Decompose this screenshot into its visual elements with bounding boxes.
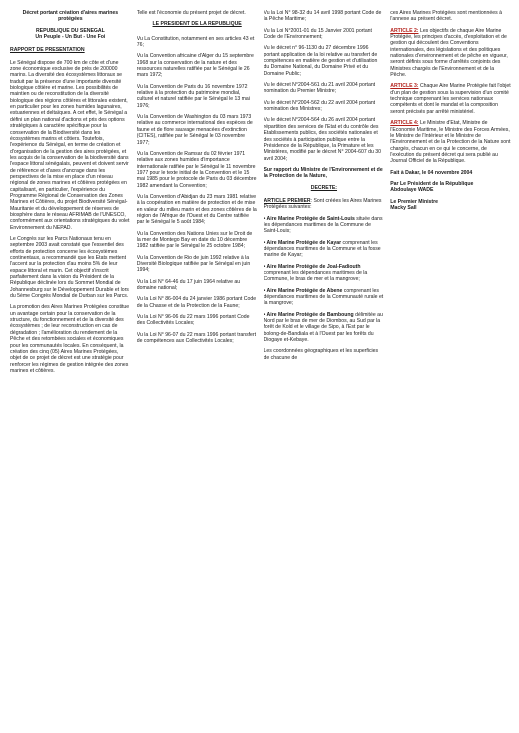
ministry-report-line: Sur rapport du Ministre de l'Environnement et de la Protection de la Nature,	[263, 166, 383, 180]
amp-item	[264, 216, 385, 235]
visa-item: Vu la Loi N° 96-06 du 22 mars 1996 portant Code des Collectivités Locales;	[136, 314, 250, 327]
visa-item: Vu la Convention de Rio de juin 1992 relative à la Diversité Biologique ratifiée par le Sénégal en juin 1994;	[136, 254, 251, 274]
article-1-label: ARTICLE PREMIER	[263, 197, 311, 204]
amp-name: Aire Marine Protégée de Abene	[266, 287, 343, 294]
signature-date: Fait à Dakar, le 04 novembre 2004	[390, 169, 473, 176]
article-2-label: ARTICLE 2:	[390, 27, 419, 34]
amp-text: délimitée au Nord par le bras de mer de Diombos, au Sud par la forêt de Kold et le village de Sipo, à l'Est par le bolong-de-Bandiala et à l'Ouest par les forêts du Diogaye et-Kebaye.	[263, 311, 383, 344]
column-3	[264, 10, 385, 733]
report-heading: RAPPORT DE PRESENTATION	[10, 47, 85, 54]
amp-item	[264, 312, 385, 344]
visa-item: Vu la Convention des Nations Unies sur le Droit de la mer de Montego Bay en date du 10 décembre 1982 ratifiée par le Sénégal le 25 octobre 1984;	[136, 230, 253, 250]
amp-text: comprenant les dépendances maritimes de la Commune, le bras de mer et la mangrove;	[263, 270, 368, 283]
visa-item: Vu la Loi N° 98-32 du 14 avril 1998 portant Code de la Pêche Maritime;	[263, 10, 382, 23]
president-heading: LE PRESIDENT DE LA REPUBLIQUE	[152, 21, 242, 28]
article-4-label: ARTICLE 4:	[390, 120, 419, 127]
visa-item: Vu la Convention de Paris du 16 novembre 1972 relative à la protection du patrimoine mondial, culturel et naturel ratifiée par le Sénégal le 13 mai 1976;	[136, 83, 250, 109]
report-paragraph: Le Sénégal dispose de 700 km de côte et d'une zone économique exclusive de près de 200000 marins. La diversité des écosystèmes littoraux se traduit par la présence d'une importante diversité biologique côtière et marine. Les possibilités de maintien ou de reconstitution de la diversité biologique des régions côtières et littorales existent, en particulier pour les zones humides lagunaires, estuariennes et deltaïques. A cet effet, le Sénégal a défini un plan national d'actions et pris des options stratégiques à caractère spécifique pour la conservation de la Biodiversité dans les écosystèmes marins et côtiers. Toutefois, l'expérience du Sénégal, en terme de création et d'organisation de la gestion des aires protégées, et les acquis de la conservation de la biodiversité dans l'espace littoral sénégalais, peuvent et doivent servir de référence et d'axes d'ancrage dans les perspectives de la mise en place d'un réseau régional de zones marines et côtières protégées en capitalisant, en particulier, l'expérience du Programme Régional de Conservation des Zones Marines et Côtières, du projet Biodiversité Sénégal-Mauritanie et du développement de réserves de biosphère dans le réseau AFRIMAB de l'UNESCO, conformément aux orientations stratégiques du volet Environnement du NEPAD.	[10, 59, 130, 231]
republic-name: REPUBLIQUE DU SENEGAL	[35, 27, 105, 34]
bullet-icon: •	[263, 287, 267, 294]
president-name: Abdoulaye WADE	[390, 187, 434, 194]
visa-item: Vu la Loi N° 86-004 du 24 janvier 1986 portant Code de la Chasse et de la Protection de la Faune;	[136, 296, 257, 309]
article-1	[264, 198, 385, 211]
visa-item: Vu la Convention de Ramsar du 02 février 1971 relative aux zones humides d'importance internationale ratifiée par le Sénégal le 11 novembre 1977 pour le texte initial de la Convention et le 15 mai 1985 pour le protocole de Paris du 03 décembre 1982 amendant la Convention;	[136, 150, 257, 189]
report-paragraph: La promotion des Aires Marines Protégées constitue un avantage certain pour la conservation de la structure, du fonctionnement et de la diversité des écosystèmes ; de leur reconstruction en cas de dégradation ; l'amélioration du rendement de la Pêche et des retombées sociales et économiques pour les communautés locales. En conséquent, la création des cinq (05) Aires Marines Protégées, objet de ce projet de décret est une stratégie pour renforcer les régimes de gestion intégrée des zones marines et côtières.	[10, 304, 130, 374]
visa-item: Vu la Loi N°2001-01 du 15 Janvier 2001 portant Code de l'Environnement;	[263, 27, 372, 41]
visa-item: Vu le décret N°2004-562 du 22 avril 2004 portant nomination des Ministres;	[263, 99, 376, 113]
signature-by: Par Le Président de la République	[390, 180, 474, 187]
visa-item: Vu le décret n° 96-1130 du 27 décembre 1996 portant application de la loi relative au transfert de compétences en matière de gestion et d'utilisation du Domaine National, du Domaine Privé et du Domaine Public;	[263, 45, 378, 77]
bullet-icon: •	[263, 311, 267, 318]
article-2	[390, 28, 511, 79]
column-4	[390, 10, 511, 733]
visa-item: Vu la Convention africaine d'Alger du 15 septembre 1968 sur la conservation de la nature et des ressources naturelles ratifiée par le Sénégal le 26 mars 1972;	[136, 53, 254, 79]
article-2-text: Les objectifs de chaque Aire Marine Protégée, les principes d'accès, d'exploitation et de gestion qui découlent des Conventions internationales, des législations et des politiques nationales d'environnement et de pêche en vigueur, seront définis sous forme d'arrêtés conjoints des Ministres chargés de l'Environnement et de la Pêche.	[390, 27, 508, 79]
pm-name: Macky Sall	[390, 204, 417, 211]
amp-text: comprenant les dépendances maritimes de la Commune et la fosse marine de Kayar;	[263, 239, 381, 259]
coordinates-paragraph: Les coordonnées géographiques et les superficies de chacune de	[263, 348, 379, 361]
visa-item: Vu la Loi N° 64-46 du 17 juin 1964 relative au domaine national;	[136, 278, 241, 292]
article-4-text: Le Ministre d'Etat, Ministre de l'Economie Maritime, le Ministre des Forces Armées, le Ministre de l'Intérieur et le Ministre de l'Environnement et de la Protection de la Nature sont chargés, chacun en ce qui le concerne, de l'exécution du présent décret qui sera publié au Journal Officiel de la République.	[390, 120, 511, 165]
amp-item	[264, 240, 385, 259]
bullet-icon: •	[263, 215, 267, 222]
amp-name: Aire Marine Protégée de Joal-Fadiouth	[266, 263, 361, 270]
decree-title: Décret portant création d'aires marines protégées	[22, 10, 119, 23]
article-1-text: : Sont créées les Aires Marines Protégées suivantes:	[263, 197, 382, 211]
amp-item	[264, 264, 385, 283]
amp-text: comprenant les dépendances maritimes de la Communauté rurale et la mangrove;	[263, 287, 384, 307]
article-3-label: ARTICLE 3:	[390, 83, 419, 90]
visa-item: Vu le décret N°2004-564 du 26 avril 2004 portant répartition des services de l'Etat et du contrôle des Etablissements publics, des sociétés nationales et des sociétés à participation publique entre la Présidence de la République, la Primature et les Ministères, modifié par le décret N° 2004-607 du 30 avril 2004;	[263, 117, 381, 162]
column-1	[10, 10, 131, 733]
amp-name: Aire Marine Protégée de Kayar	[266, 239, 342, 246]
republic-motto: Un Peuple - Un But - Une Foi	[35, 34, 106, 41]
pm-title: Le Premier Ministre	[390, 198, 438, 205]
visa-item: Vu la Convention de Washington du 03 mars 1973 relative au commerce international des espèces de faune et de flore sauvage menacées d'extinction (CITES), ratifiée par le Sénégal le 03 novembre 1977;	[136, 114, 253, 146]
bullet-icon: •	[263, 263, 267, 270]
amp-name: Aire Marine Protégée de Bamboung	[266, 311, 354, 318]
intro-paragraph: Telle est l'économie du présent projet de décret.	[136, 10, 246, 16]
visa-item: Vu le décret N°2004-561 du 21 avril 2004 portant nomination du Premier Ministre;	[263, 82, 376, 95]
article-3	[390, 83, 511, 115]
visa-item: Vu la Loi N° 96-07 du 22 mars 1996 portant transfert de compétences aux Collectivités Locales;	[136, 331, 257, 345]
article-4	[390, 120, 511, 164]
annex-paragraph: ces Aires Marines Protégées sont mentionnées à l'annexe au présent décret.	[390, 10, 502, 23]
decrete-heading: DECRETE:	[310, 184, 338, 191]
column-2	[137, 10, 258, 733]
amp-name: Aire Marine Protégée de Saint-Louis	[266, 215, 355, 222]
report-paragraph: Le Congrès sur les Parcs Nationaux tenu en septembre 2003 avait constaté que l'essentiel des efforts de protection concerne les écosystèmes continentaux, a recommandé que les Etats mettent l'accent sur la protection d'au moins 5% de leur espace littoral et marin. Cet objectif s'inscrit parfaitement dans la vision du Président de la République déclinée lors du Sommet Mondial de Johannesburg sur le Développement Durable et lors du 5ème Congrès Mondial de Durban sur les Parcs.	[10, 236, 129, 300]
visa-item: Vu La Constitution, notamment en ses articles 43 et 76;	[136, 35, 255, 49]
visa-item: Vu la Convention d'Abidjan du 23 mars 1981 relative à la coopération en matière de protection et de mise en valeur du milieu marin et des zones côtières de la région de l'Afrique de l'Ouest et du Centre ratifiée par le Sénégal le 5 août 1984;	[136, 193, 257, 226]
bullet-icon: •	[263, 239, 267, 246]
article-3-text: Chaque Aire Marine Protégée fait l'objet d'un plan de gestion sous la supervision d'un comité technique comprenant les services nationaux compétents et dont le mandat et la composition seront précisés par arrêté ministériel.	[390, 83, 511, 115]
amp-item	[264, 288, 385, 307]
amp-text: située dans les dépendances maritimes de la Commune de Saint-Louis;	[263, 215, 383, 235]
